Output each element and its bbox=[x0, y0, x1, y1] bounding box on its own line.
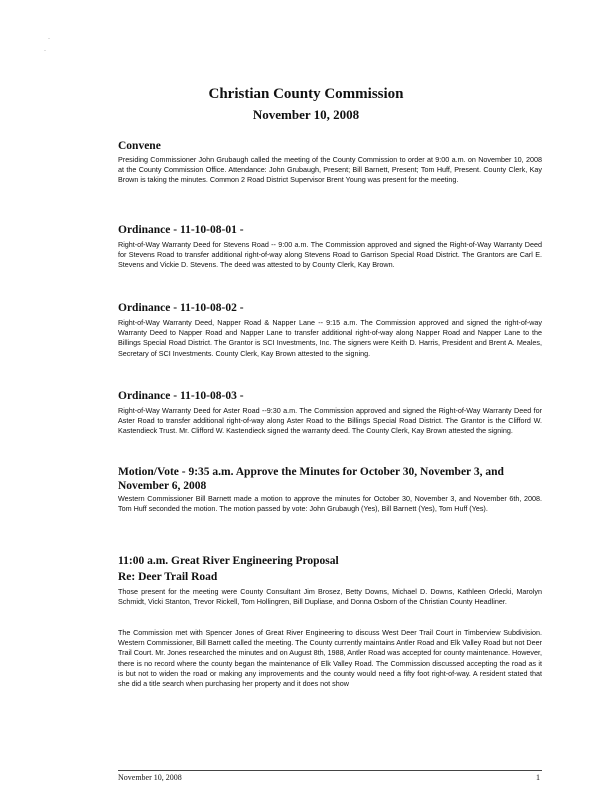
section-heading-motion: Motion/Vote - 9:35 a.m. Approve the Minutes for October 30, November 3, and November 6, 2008 bbox=[118, 466, 504, 492]
section-body-ordinance-2: Right-of-Way Warranty Deed, Napper Road & Napper Lane -- 9:15 a.m. The Commission approved and signed the right-of-way Warranty Deed to Napper Road and Napper Lane to transfer additional right-of-way along Napper Road and Napper Lane to the Billings Special Road District. The Grantor is SCI Investments, Inc. The signers were Keith D. Harris, President and Brent A. Meales, Secretary of SCI Investments. County Clerk, Kay Brown attested to the signing. bbox=[118, 318, 542, 358]
section-body-ordinance-1: Right-of-Way Warranty Deed for Stevens Road -- 9:00 a.m. The Commission approved and signed the Right-of-Way Warranty Deed for Stevens Road to transfer additional right-of-way along Stevens Road to Garrison Special Road District. The Grantors are Carl E. Stevens and Vickie D. Stevens. The deed was attested to by County Clerk, Kay Brown. bbox=[118, 240, 542, 270]
scan-speck: · bbox=[48, 36, 50, 42]
footer-rule bbox=[118, 770, 542, 771]
document-title: Christian County Commission bbox=[208, 86, 404, 102]
footer-date: November 10, 2008 bbox=[118, 773, 182, 782]
section-heading-ordinance-2: Ordinance - 11-10-08-02 - bbox=[118, 302, 244, 314]
section-body-proposal-discussion: The Commission met with Spencer Jones of Great River Engineering to discuss West Deer Trail Court in Timberview Subdivision. Western Commissioner, Bill Barnett called the meeting. The County currently maintains Antler Road and Elk Valley Road but not Deer Trail Court. Mr. Jones researched the minutes and on August 8th, 1988, Antler Road was accepted for county maintenance. However, there is no record where the county began the maintenance of Elk Valley Road. The Commission discussed accepting the road as it is but not to widen the road or making any improvements and the county would need a fifty foot right-of-way. A resident stated that she did a title search when purchasing her property and it does not show bbox=[118, 628, 542, 689]
section-heading-ordinance-1: Ordinance - 11-10-08-01 - bbox=[118, 224, 244, 236]
section-body-convene: Presiding Commissioner John Grubaugh called the meeting of the County Commission to order at 9:00 a.m. on November 10, 2008 at the County Commission Office. Attendance: John Grubaugh, Present; Bill Barnett, Present; Tom Huff, Present. County Clerk, Kay Brown is taking the minutes. Common 2 Road District Supervisor Brent Young was present for the meeting. bbox=[118, 155, 542, 185]
section-body-proposal-attendees: Those present for the meeting were County Consultant Jim Brosez, Betty Downs, Michael D. Downs, Kathleen Orlecki, Marolyn Schmidt, Vicki Stanton, Trevor Rickell, Tom Hollingren, Bill Dupliase, and Donna Osborn of the Christian County Headliner. bbox=[118, 587, 542, 607]
section-heading-proposal: 11:00 a.m. Great River Engineering Proposal bbox=[118, 555, 339, 567]
section-heading-ordinance-3: Ordinance - 11-10-08-03 - bbox=[118, 390, 244, 402]
section-heading-convene: Convene bbox=[118, 140, 161, 152]
section-subheading-proposal: Re: Deer Trail Road bbox=[118, 571, 218, 583]
scan-speck: · bbox=[44, 48, 46, 54]
section-body-motion: Western Commissioner Bill Barnett made a motion to approve the minutes for October 30, November 3, and November 6th, 2008. Tom Huff seconded the motion. The motion passed by vote: John Grubaugh (Yes), Bill Barnett (Yes), Tom Huff (Yes). bbox=[118, 494, 542, 514]
document-date: November 10, 2008 bbox=[252, 107, 360, 122]
section-body-ordinance-3: Right-of-Way Warranty Deed for Aster Road --9:30 a.m. The Commission approved and signed the Right-of-Way Warranty Deed for Aster Road to transfer additional right-of-way along Aster Road to the Billings Special Road District. The Grantor is the Clifford W. Kastendieck Trust. Mr. Clifford W. Kastendieck signed the warranty deed. The County Clerk, Kay Brown attested the signing. bbox=[118, 406, 542, 436]
page-number: 1 bbox=[536, 773, 540, 782]
